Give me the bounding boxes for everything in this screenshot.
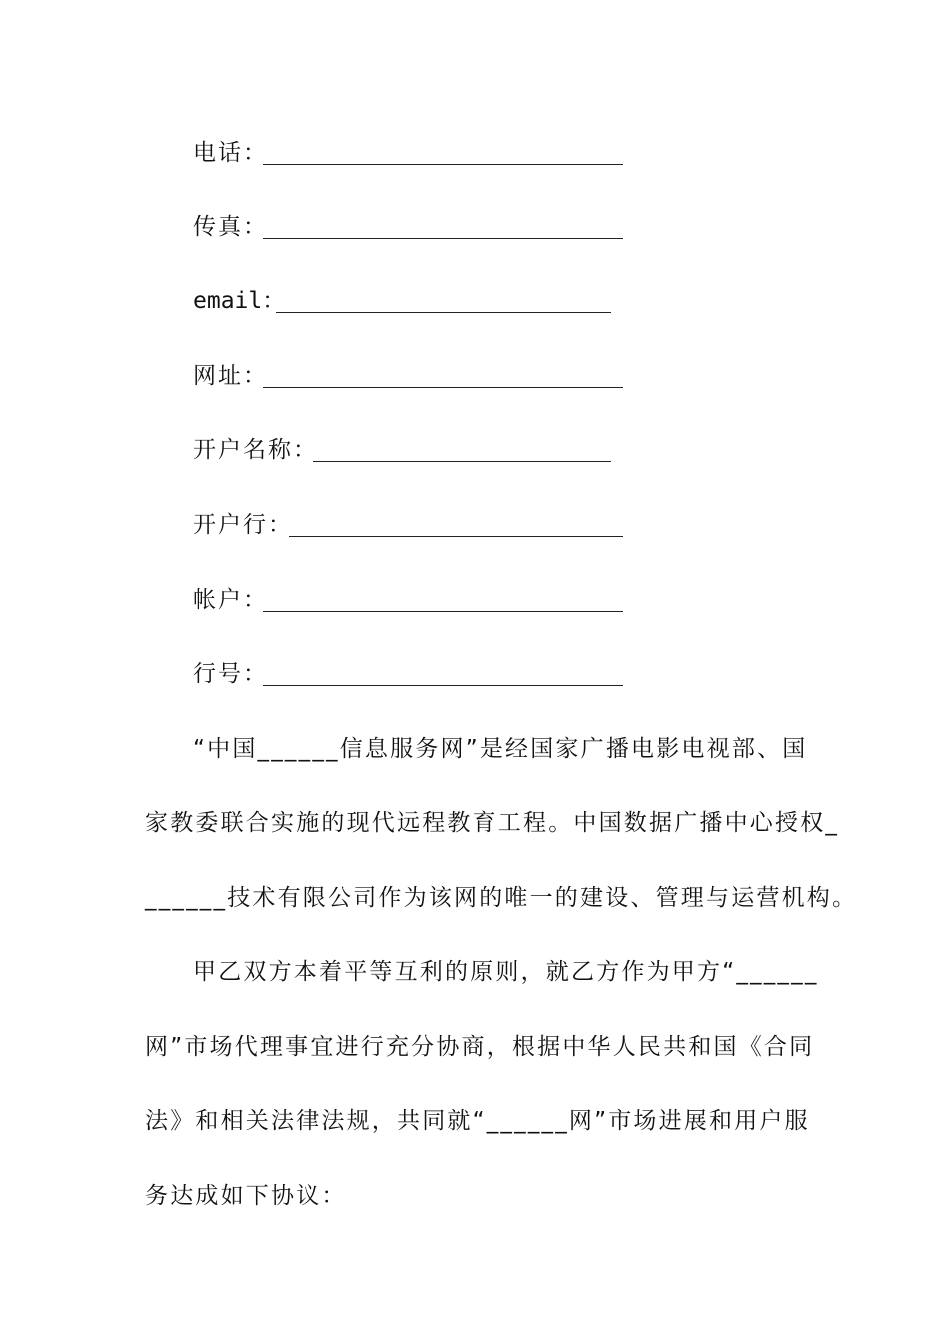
paragraph-line: 甲乙双方本着平等互利的原则，就乙方作为甲方“______ bbox=[193, 959, 819, 985]
account-blank-line bbox=[263, 611, 623, 612]
bank-label: 开户行： bbox=[193, 512, 293, 538]
fax-label: 传真： bbox=[193, 214, 268, 240]
email-blank-line bbox=[276, 312, 611, 313]
paragraph-line: ______技术有限公司作为该网的唯一的建设、管理与运营机构。 bbox=[145, 885, 858, 911]
account-field bbox=[193, 583, 268, 617]
phone-blank-line bbox=[263, 164, 623, 165]
bank-code-field bbox=[193, 657, 268, 691]
paragraph-line: 务达成如下协议： bbox=[145, 1183, 347, 1209]
paragraph-line: 法》和相关法律法规，共同就“______网”市场进展和用户服 bbox=[145, 1108, 810, 1134]
paragraph-line: 家教委联合实施的现代远程教育工程。中国数据广播中心授权_ bbox=[145, 810, 840, 836]
paragraph-line: “中国______信息服务网”是经国家广播电影电视部、国 bbox=[193, 736, 808, 762]
account-name-label: 开户名称： bbox=[193, 437, 318, 463]
email-label: email： bbox=[193, 288, 286, 314]
website-field bbox=[193, 359, 268, 393]
account-name-field bbox=[193, 433, 318, 467]
website-label: 网址： bbox=[193, 363, 268, 389]
phone-label: 电话： bbox=[193, 140, 268, 166]
email-field bbox=[193, 284, 285, 318]
bank-code-blank-line bbox=[263, 685, 623, 686]
fax-blank-line bbox=[263, 238, 623, 239]
website-blank-line bbox=[263, 387, 623, 388]
bank-code-label: 行号： bbox=[193, 661, 268, 687]
paragraph-line: 网”市场代理事宜进行充分协商，根据中华人民共和国《合同 bbox=[145, 1034, 815, 1060]
bank-blank-line bbox=[289, 536, 623, 537]
account-label: 帐户： bbox=[193, 587, 268, 613]
fax-field bbox=[193, 210, 268, 244]
phone-field bbox=[193, 136, 268, 170]
account-name-blank-line bbox=[313, 461, 611, 462]
bank-field bbox=[193, 508, 293, 542]
